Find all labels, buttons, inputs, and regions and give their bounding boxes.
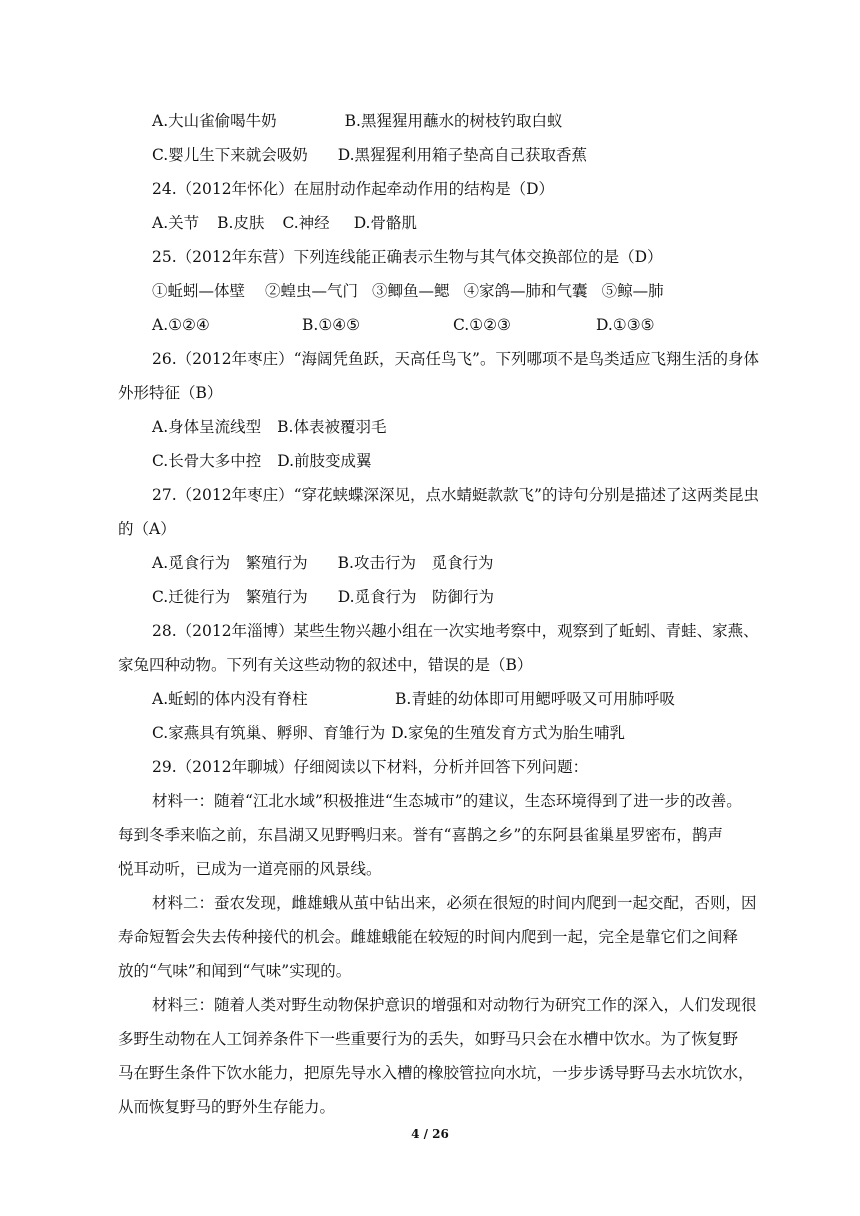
option-row xyxy=(152,722,625,744)
option-row xyxy=(152,144,587,166)
material-2-line: 寿命短暂会失去传种接代的机会。雌雄蛾能在较短的时间内爬到一起，完全是靠它们之间释 xyxy=(118,928,739,946)
question-27-cont: 的（A） xyxy=(118,520,176,538)
option-row xyxy=(152,586,494,608)
option-d: D.家兔的生殖发育方式为胎生哺乳 xyxy=(391,724,626,742)
question-26: 26.（2012年枣庄）“海阔凭鱼跃，天高任鸟飞”。下列哪项不是鸟类适应飞翔生活的身体 xyxy=(152,350,759,368)
option-d: D.黑猩猩利用箱子垫高自己获取香蕉 xyxy=(337,146,588,164)
question-24: 24.（2012年怀化）在屈肘动作起牵动作用的结构是（D） xyxy=(152,180,555,198)
material-3-line: 马在野生条件下饮水能力，把原先导水入槽的橡胶管拉向水坑，一步步诱导野马去水坑饮水， xyxy=(118,1064,754,1082)
option-c: C.家燕具有筑巢、孵卵、育雏行为 xyxy=(152,724,386,742)
material-2-line: 材料二：蚕农发现，雌雄蛾从茧中钻出来，必须在很短的时间内爬到一起交配，否则，因 xyxy=(152,894,757,912)
option-row xyxy=(152,552,493,574)
option-a: A.大山雀偷喝牛奶 xyxy=(152,112,277,130)
material-1-line: 悦耳动听，已成为一道亮丽的风景线。 xyxy=(118,860,382,878)
option-a: A.觅食行为 繁殖行为 xyxy=(152,554,308,572)
option-d: D.①③⑤ xyxy=(596,316,655,334)
option-b: B.黑猩猩用蘸水的树枝钓取白蚁 xyxy=(344,112,563,130)
option-a: A.蚯蚓的体内没有脊柱 xyxy=(152,690,308,708)
page-number: 4 / 26 xyxy=(411,1127,449,1141)
statement-5: ⑤鲸—肺 xyxy=(601,282,664,300)
option-b: B.皮肤 xyxy=(217,214,265,232)
option-row xyxy=(152,416,386,438)
material-1-line: 材料一：随着“江北水域”积极推进“生态城市”的建议，生态环境得到了进一步的改善。 xyxy=(152,792,742,810)
question-28-cont: 家兔四种动物。下列有关这些动物的叙述中，错误的是（B） xyxy=(118,656,533,674)
option-a: A.①②④ xyxy=(152,316,210,334)
question-28: 28.（2012年淄博）某些生物兴趣小组在一次实地考察中，观察到了蚯蚓、青蛙、家燕、 xyxy=(152,622,759,640)
question-25: 25.（2012年东营）下列连线能正确表示生物与其气体交换部位的是（D） xyxy=(152,248,663,266)
material-3-line: 材料三：随着人类对野生动物保护意识的增强和对动物行为研究工作的深入，人们发现很 xyxy=(152,996,757,1014)
option-c: C.婴儿生下来就会吸奶 xyxy=(152,146,308,164)
option-row xyxy=(152,212,417,234)
statement-4: ④家鸽—肺和气囊 xyxy=(463,282,588,300)
statement-row xyxy=(152,280,664,302)
option-row xyxy=(152,110,562,132)
option-b: B.体表被覆羽毛 xyxy=(277,418,387,436)
statement-2: ②蝗虫—气门 xyxy=(265,282,359,300)
material-2-line: 放的“气味”和闻到“气味”实现的。 xyxy=(118,962,352,980)
statement-3: ③鲫鱼—鳃 xyxy=(372,282,450,300)
option-a: A.身体呈流线型 xyxy=(152,418,262,436)
option-d: D.骨骼肌 xyxy=(353,214,417,232)
option-row xyxy=(152,450,372,472)
option-b: B.攻击行为 觅食行为 xyxy=(337,554,494,572)
material-1-line: 每到冬季来临之前，东昌湖又见野鸭归来。誉有“喜鹊之乡”的东阿县雀巢星罗密布，鹊声 xyxy=(118,826,723,844)
material-3-line: 从而恢复野马的野外生存能力。 xyxy=(118,1098,336,1116)
question-29: 29.（2012年聊城）仔细阅读以下材料，分析并回答下列问题： xyxy=(152,758,589,776)
option-b: B.①④⑤ xyxy=(302,316,361,334)
option-d: D.前肢变成翼 xyxy=(277,452,372,470)
option-b: B.青蛙的幼体即可用鳃呼吸又可用肺呼吸 xyxy=(395,690,675,708)
question-26-cont: 外形特征（B） xyxy=(118,384,223,402)
option-c: C.长骨大多中控 xyxy=(152,452,262,470)
option-d: D.觅食行为 防御行为 xyxy=(337,588,495,606)
material-3-line: 多野生动物在人工饲养条件下一些重要行为的丢失，如野马只会在水槽中饮水。为了恢复野 xyxy=(118,1030,739,1048)
option-a: A.关节 xyxy=(152,214,200,232)
statement-1: ①蚯蚓—体壁 xyxy=(152,282,246,300)
option-c: C.迁徙行为 繁殖行为 xyxy=(152,588,308,606)
option-c: C.神经 xyxy=(282,214,330,232)
question-27: 27.（2012年枣庄）“穿花蛱蝶深深见，点水蜻蜓款款飞”的诗句分别是描述了这两类昆虫 xyxy=(152,486,759,504)
option-c: C.①②③ xyxy=(453,316,511,334)
